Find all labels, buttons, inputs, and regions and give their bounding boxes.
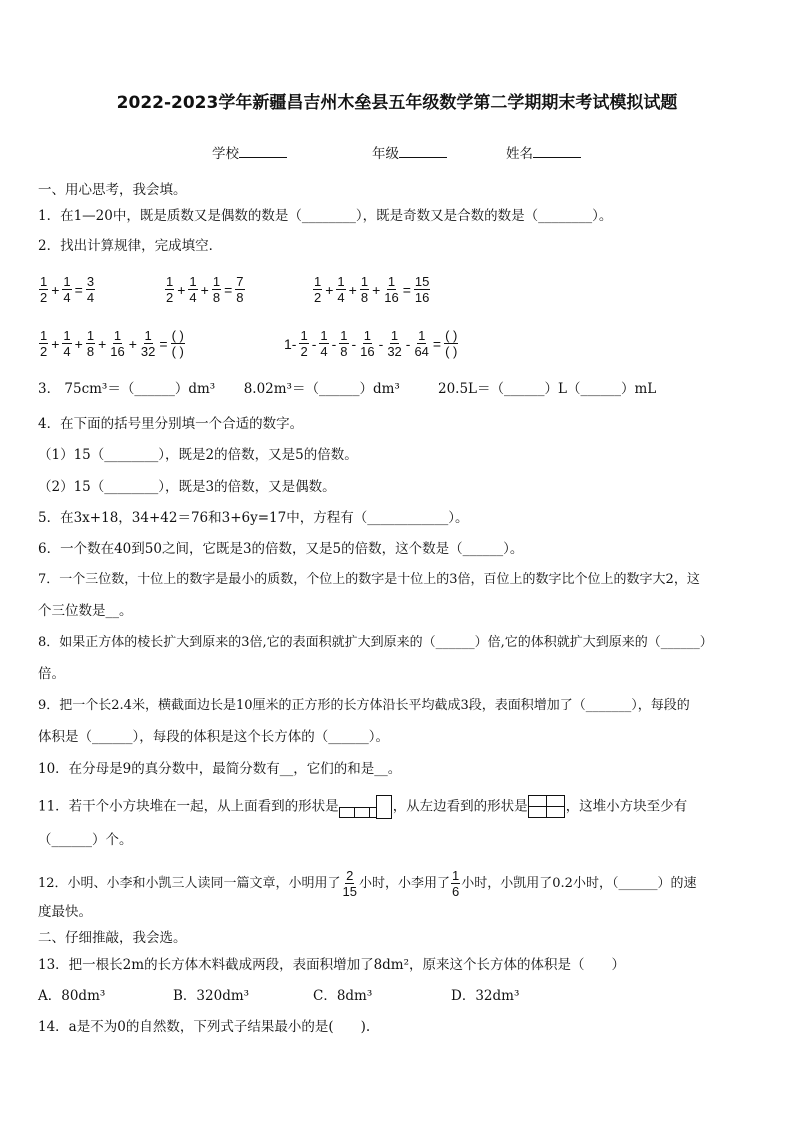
fraction-term: $\frac{1}{8}$ [360, 274, 369, 305]
fraction-term: $\frac{1}{2}$ [314, 274, 322, 305]
question-10: 10．在分母是9的真分数中，最简分数有__，它们的和是__。 [38, 761, 402, 777]
question-13: 13．把一根长2m的长方体木料截成两段，表面积增加了8dm²，原来这个长方体的体积是（ ） [38, 957, 626, 973]
top-view-shape [339, 795, 393, 819]
choice-a: A．80dm³ [38, 988, 106, 1004]
fraction-term: $\frac{1}{16}$ [384, 274, 399, 305]
equation-prefix: 1- [284, 335, 297, 352]
question-8-line-2: 倍。 [38, 666, 65, 682]
question-13-choices [38, 988, 764, 1004]
fraction-term: $\frac{1}{16}$ [360, 328, 375, 359]
equals-sign: = [432, 335, 442, 352]
q12-text-1: 12．小明、小李和小凯三人读同一篇文章，小明用了 [38, 876, 341, 891]
fraction-1-6: $\frac{1}{6}$ [452, 868, 460, 899]
plus-sign: + [177, 281, 186, 298]
equals-sign: = [74, 281, 83, 298]
fraction-term: $\frac{1}{8}$ [86, 328, 95, 359]
section-2-heading: 二、仔细推敲，我会选。 [38, 930, 187, 946]
q3-number: 3． [38, 381, 61, 397]
fraction-term: $\frac{1}{4}$ [337, 274, 345, 305]
question-11-line-1 [38, 795, 764, 819]
question-7-line-2: 个三位数是__。 [38, 603, 133, 619]
minus-sign: - [405, 335, 411, 352]
q11-text-1: 11．若干个小方块堆在一起，从上面看到的形状是 [38, 798, 339, 815]
fraction-term: $\frac{1}{2}$ [300, 328, 308, 359]
q12-text-3: 小时，小凯用了0.2小时，（______）的速 [461, 876, 697, 891]
fraction-term: $\frac{1}{2}$ [40, 328, 48, 359]
fraction-term: $\frac{1}{32}$ [140, 328, 156, 359]
grade-field [372, 142, 447, 162]
equation-3 [312, 274, 431, 305]
minus-sign: - [311, 335, 317, 352]
question-3 [38, 381, 764, 397]
plus-sign: + [372, 281, 381, 298]
plus-sign: + [325, 281, 334, 298]
equation-4 [38, 328, 186, 359]
question-11-line-2: （______）个。 [38, 832, 133, 848]
fraction-2-15: $\frac{2}{15}$ [342, 868, 358, 899]
question-4-2: （2）15（________），既是3的倍数，又是偶数。 [38, 479, 336, 495]
q3-part-2: 8.02m³＝（______）dm³ [243, 381, 400, 397]
name-field [506, 142, 581, 162]
minus-sign: - [331, 335, 337, 352]
question-2: 2．找出计算规律，完成填空． [38, 238, 223, 254]
section-1-heading: 一、用心思考，我会填。 [38, 182, 187, 198]
question-12-line-1 [38, 868, 764, 899]
grade-label: 年级 [372, 146, 399, 162]
name-label: 姓名 [506, 146, 533, 162]
equals-sign: = [402, 281, 411, 298]
equation-2 [164, 274, 246, 305]
equals-sign: = [224, 281, 233, 298]
school-label: 学校 [212, 146, 239, 162]
equals-sign: = [159, 335, 168, 352]
fraction-term: $\frac{1}{4}$ [189, 274, 197, 305]
answer-fraction: $\frac{15}{16}$ [414, 274, 430, 305]
question-4: 4．在下面的括号里分别填一个合适的数字。 [38, 416, 304, 432]
plus-sign: + [348, 281, 357, 298]
plus-sign: + [200, 281, 209, 298]
fraction-term: $\frac{1}{2}$ [40, 274, 48, 305]
fraction-term: $\frac{1}{16}$ [110, 328, 125, 359]
minus-sign: - [378, 335, 384, 352]
question-6: 6．一个数在40到50之间，它既是3的倍数，又是5的倍数，这个数是（______）。 [38, 541, 524, 557]
left-view-shape [528, 795, 566, 819]
answer-fraction: $\frac{3}{4}$ [86, 274, 95, 305]
q3-part-3: 20.5L＝（______）L（______）mL [437, 381, 657, 397]
choice-c: C．8dm³ [313, 988, 373, 1004]
fraction-term: $\frac{1}{8}$ [212, 274, 221, 305]
answer-fraction: $\frac{( )}{( )}$ [445, 328, 458, 359]
question-9-line-2: 体积是（______），每段的体积是这个长方体的（______）。 [38, 729, 389, 745]
equation-1 [38, 274, 96, 305]
question-12-line-2: 度最快。 [38, 904, 92, 920]
q11-text-2: ，从左边看到的形状是 [392, 798, 528, 815]
q12-text-2: 小时，小李用了 [359, 876, 451, 891]
question-14: 14．a是不为0的自然数，下列式子结果最小的是( ). [38, 1019, 371, 1035]
q11-text-3: ，这堆小方块至少有 [565, 798, 688, 815]
choice-b: B．320dm³ [173, 988, 250, 1004]
question-9-line-1: 9．把一个长2.4米，横截面边长是10厘米的正方形的长方体沿长平均截成3段，表面积增加了（_______），每段的 [38, 698, 690, 713]
answer-fraction: $\frac{7}{8}$ [236, 274, 244, 305]
fraction-term: $\frac{1}{4}$ [320, 328, 328, 359]
question-8-line-1: 8．如果正方体的棱长扩大到原来的3倍,它的表面积就扩大到原来的（______）倍,它的体积就扩大到原来的（______） [38, 635, 713, 650]
equation-5 [282, 328, 459, 359]
fraction-term: $\frac{1}{4}$ [63, 274, 71, 305]
plus-sign: + [51, 335, 60, 352]
q3-part-1: 75cm³＝（______）dm³ [64, 381, 216, 397]
fraction-term: $\frac{1}{4}$ [63, 328, 71, 359]
question-7-line-1: 7．一个三位数，十位上的数字是最小的质数，个位上的数字是十位上的3倍，百位上的数字比个位上的数字大2，这 [38, 572, 700, 587]
plus-sign: + [51, 281, 60, 298]
question-5: 5．在3x+18，34+42＝76和3+6y=17中，方程有（____________）。 [38, 510, 469, 526]
plus-sign: + [128, 335, 137, 352]
question-4-1: （1）15（________），既是2的倍数，又是5的倍数。 [38, 447, 358, 463]
fraction-term: $\frac{1}{2}$ [166, 274, 174, 305]
choice-d: D．32dm³ [451, 988, 520, 1004]
plus-sign: + [98, 335, 107, 352]
fraction-term: $\frac{1}{32}$ [387, 328, 402, 359]
page-title: 2022-2023学年新疆昌吉州木垒县五年级数学第二学期期末考试模拟试题 [116, 93, 678, 113]
school-field [212, 142, 287, 162]
fraction-term: $\frac{1}{64}$ [414, 328, 429, 359]
answer-fraction: $\frac{( )}{( )}$ [171, 328, 184, 359]
fraction-term: $\frac{1}{8}$ [340, 328, 348, 359]
minus-sign: - [351, 335, 357, 352]
plus-sign: + [74, 335, 83, 352]
question-1: 1．在1—20中，既是质数又是偶数的数是（________），既是奇数又是合数的数是（________）。 [38, 208, 613, 224]
